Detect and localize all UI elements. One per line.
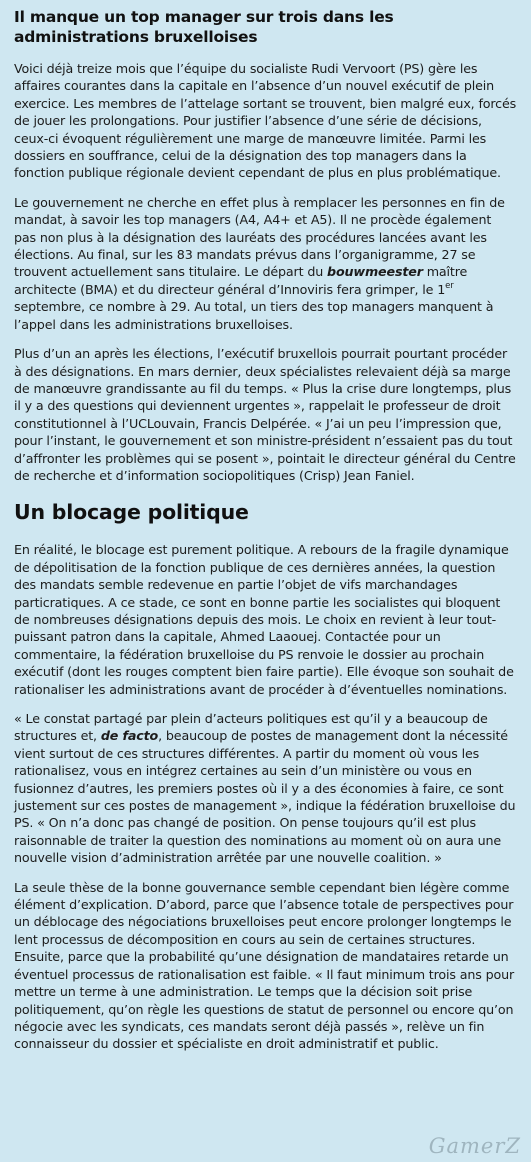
paragraph-6: La seule thèse de la bonne gouvernance semble cependant bien légère comme élément d’explication. D’abord, parce que l’absence totale de perspectives pour un déblocage des négociations bruxelloises peut encore prolonger longtemps le lent processus de décomposition en cours au sein de certaines structures. Ensuite, parce que la probabilité qu’une désignation de mandataires retarde un éventuel processus de rationalisation est faible. « Il faut minimum trois ans pour mettre un terme à une administration. Le temps que la décision soit prise politiquement, qu’on règle les questions de statut de personnel ou encore qu’on négocie avec les syndicats, ces mandats seront déjà passés », relève un fin connaisseur du dossier et spécialiste en droit administratif et public. — [14, 879, 515, 1052]
paragraph-2 — [14, 194, 517, 333]
paragraph-4: En réalité, le blocage est purement politique. A rebours de la fragile dynamique de dépolitisation de la fonction publique de ces dernières années, la question des mandats semble redevenue en partie l’objet de vifs marchandages particratiques. A ce stade, ce sont en bonne partie les socialistes qui bloquent de nombreuses désignations depuis des mois. Le choix en revient à leur tout-puissant patron dans la capitale, Ahmed Laaouej. Contactée pour un commentaire, la fédération bruxelloise du PS renvoie le dossier au prochain exécutif (dont les rouges comptent bien faire partie). Elle évoque son souhait de rationaliser les administrations avant de procéder à d’éventuelles nominations. — [14, 542, 514, 697]
paragraph-2-part-c: septembre, ce nombre à 29. Au total, un tiers des top managers manquent à l’appel dans les administrations bruxelloises. — [14, 299, 494, 332]
paragraph-1: Voici déjà treize mois que l’équipe du socialiste Rudi Vervoort (PS) gère les affaires courantes dans la capitale en l’absence d’un nouvel exécutif de plein exercice. Les membres de l’attelage sortant se trouvent, bien malgré eux, forcés de jouer les prolongations. Pour justifier l’absence d’une série de décisions, ceux-ci évoquent régulièrement une marge de manœuvre limitée. Parmi les dossiers en souffrance, celui de la désignation des top managers dans la fonction publique régionale devient cependant de plus en plus problématique. — [14, 61, 517, 181]
ordinal-superscript: er — [445, 280, 454, 291]
paragraph-3: Plus d’un an après les élections, l’exécutif bruxellois pourrait pourtant procéder à des désignations. En mars dernier, deux spécialistes relevaient déjà sa marge de manœuvre grandissante au fil du temps. « Plus la crise dure longtemps, plus il y a des questions qui deviennent urgentes », rappelait le professeur de droit constitutionnel à l’UCLouvain, Francis Delpérée. « J’ai un peu l’impression que, pour l’instant, le gouvernement et son ministre-président n’essaient pas du tout d’affronter les problèmes qui se posent », pointait le directeur général du Centre de recherche et d’information sociopolitiques (Crisp) Jean Faniel. — [14, 346, 516, 483]
paragraph-2-part-b: maître architecte (BMA) et du directeur général d’Innoviris fera grimper, le 1 — [14, 264, 468, 297]
paragraph-2-part-a: Le gouvernement ne cherche en effet plus à remplacer les personnes en fin de mandat, à savoir les top managers (A4, A4+ et A5). Il ne procède également pas non plus à la désignation des lauréats des procédures lancées avant les élections. Au final, sur les 83 mandats prévus dans l’organigramme, 27 se trouvent actuellement sans titulaire. Le départ du — [14, 194, 505, 280]
section-heading: Un blocage politique — [14, 500, 249, 525]
emphasis-bouwmeester: bouwmeester — [327, 264, 423, 280]
article-title: Il manque un top manager sur trois dans les administrations bruxelloises — [14, 8, 394, 46]
paragraph-5-part-a: « Le constat partagé par plein d’acteurs politiques est qu’il y a beaucoup de structures et, — [14, 711, 488, 744]
paragraph-5 — [14, 710, 517, 867]
paragraph-5-part-b: , beaucoup de postes de management dont la nécessité vient surtout de ces structures différentes. A partir du moment où vous les rationalisez, vous en intégrez certaines au sein d’un ministère ou vous en fusionnez d’autres, les premiers postes où il y a des économies à faire, ce sont justement sur ces postes de management », indique la fédération bruxelloise du PS. « On n’a donc pas changé de position. On pense toujours qu’il est plus raisonnable de traiter la question des nominations au moment où on aura une nouvelle vision d’administration arrêtée par une nouvelle coalition. » — [14, 728, 516, 866]
watermark-logo: GamerZ — [428, 1134, 521, 1158]
emphasis-de-facto: de facto — [100, 728, 159, 744]
